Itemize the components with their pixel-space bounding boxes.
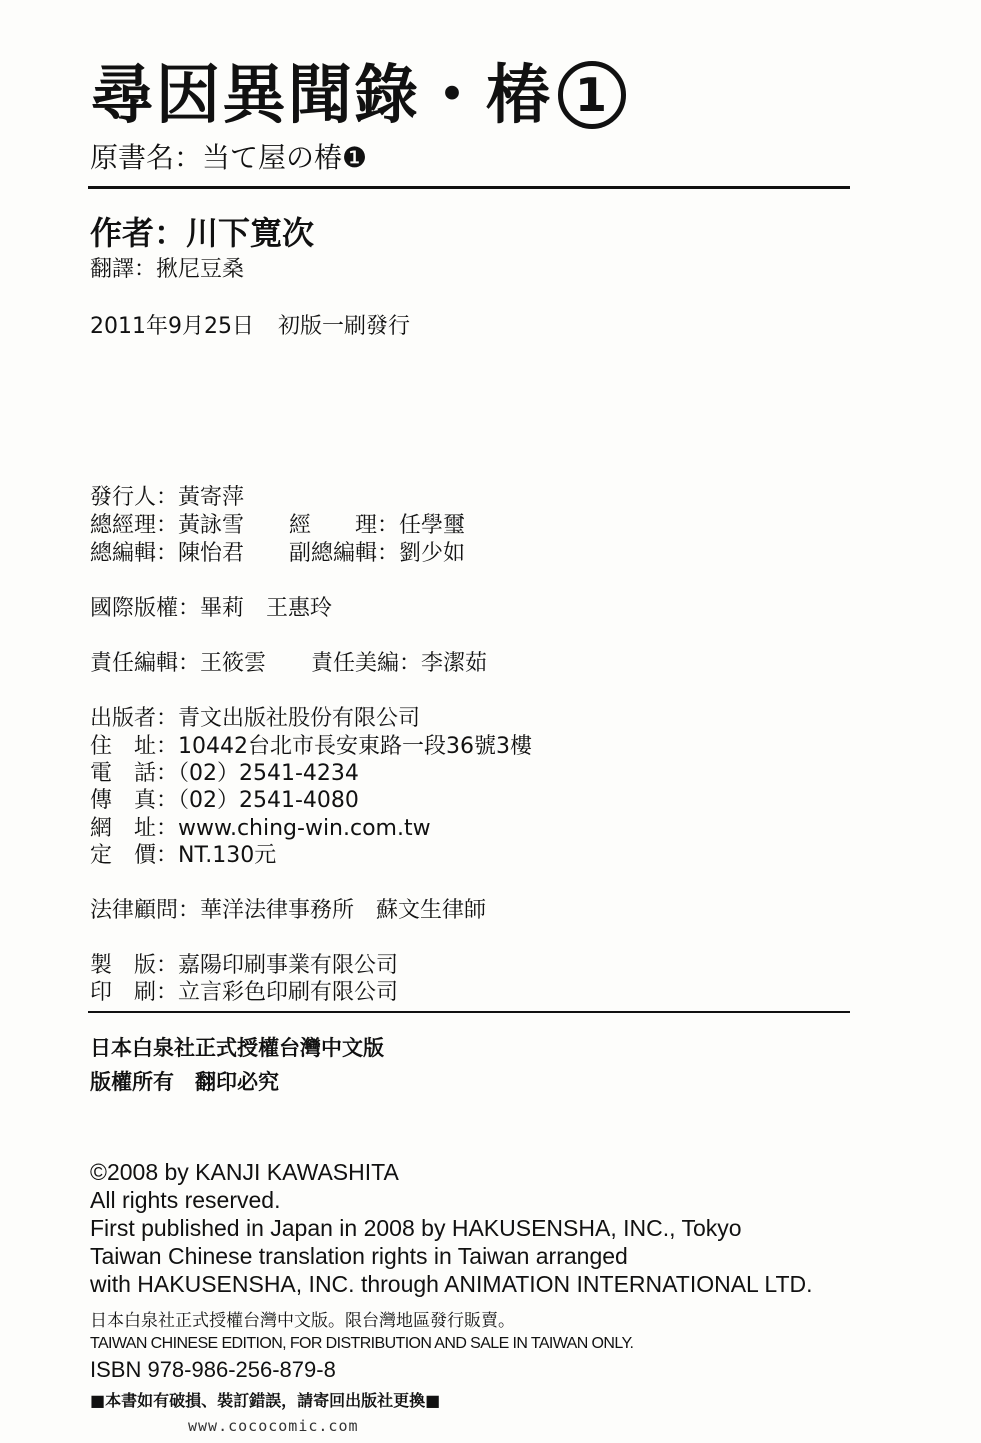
publication-date-value: 2011年9月25日 [90, 314, 254, 339]
staff-row-responsible [90, 650, 690, 678]
book-title [90, 58, 626, 134]
legal-counsel: 法律顧問：華洋法律事務所 蘇文生律師 [90, 898, 487, 923]
copyright-line-5: with HAKUSENSHA, INC. through ANIMATION INTERNATIONAL LTD. [90, 1271, 813, 1297]
translator-credit: 翻譯：揪尼豆桑 [90, 257, 245, 282]
international-rights: 國際版權：畢莉 王惠玲 [90, 596, 333, 621]
edition-label: 初版一刷發行 [277, 314, 410, 339]
copyright-line-2: All rights reserved. [90, 1187, 281, 1213]
volume-number-badge: 1 [558, 61, 626, 129]
distribution-notice-en: TAIWAN CHINESE EDITION, FOR DISTRIBUTION AND SALE IN TAIWAN ONLY. [90, 1335, 634, 1352]
responsible-art-editor: 責任美編：李潔茹 [311, 651, 488, 676]
publication-date [90, 312, 410, 342]
responsible-editor: 責任編輯：王筱雲 [90, 651, 267, 676]
printer: 印 刷：立言彩色印刷有限公司 [90, 980, 399, 1005]
author-credit: 作者：川下寛次 [90, 214, 315, 252]
publisher-address: 住 址：10442台北市長安東路一段36號3樓 [90, 734, 532, 759]
copyright-line-1: ©2008 by KANJI KAWASHITA [90, 1159, 399, 1185]
publisher-fax: 傳 真：（02）2541-4080 [90, 788, 359, 813]
isbn: ISBN 978-986-256-879-8 [90, 1357, 336, 1382]
publisher-phone: 電 話：（02）2541-4234 [90, 761, 359, 786]
site-watermark: www.cococomic.com [188, 1417, 359, 1435]
damage-return-notice: ■本書如有破損、裝訂錯誤，請寄回出版社更換■ [90, 1391, 441, 1410]
authorization-statement: 日本白泉社正式授權台灣中文版 [90, 1035, 384, 1060]
copyright-line-3: First published in Japan in 2008 by HAKUSENSHA, INC., Tokyo [90, 1215, 742, 1241]
book-title-text: 尋因異聞錄・椿 [90, 59, 552, 133]
publisher-company: 出版者：青文出版社股份有限公司 [90, 706, 421, 731]
manager: 經 理：任學璽 [289, 513, 466, 538]
staff-row-managers [90, 512, 690, 540]
rights-divider [88, 1011, 850, 1013]
staff-row-editors [90, 540, 690, 568]
rights-reserved: 版權所有 翻印必究 [90, 1069, 279, 1094]
deputy-editor: 副總編輯：劉少如 [289, 541, 466, 566]
price: 定 價：NT.130元 [90, 843, 277, 868]
distribution-notice-cn: 日本白泉社正式授權台灣中文版。限台灣地區發行販賣。 [90, 1311, 515, 1331]
editor-in-chief: 總編輯：陳怡君 [90, 541, 245, 566]
copyright-line-4: Taiwan Chinese translation rights in Taiwan arranged [90, 1243, 628, 1269]
original-title: 原書名：当て屋の椿❶ [90, 141, 368, 174]
general-manager: 總經理：黃詠雪 [90, 513, 245, 538]
title-divider [88, 186, 850, 189]
publisher-person: 發行人：黃寄萍 [90, 485, 245, 510]
publisher-website: 網 址：www.ching-win.com.tw [90, 816, 431, 841]
plate-maker: 製 版：嘉陽印刷事業有限公司 [90, 953, 399, 978]
